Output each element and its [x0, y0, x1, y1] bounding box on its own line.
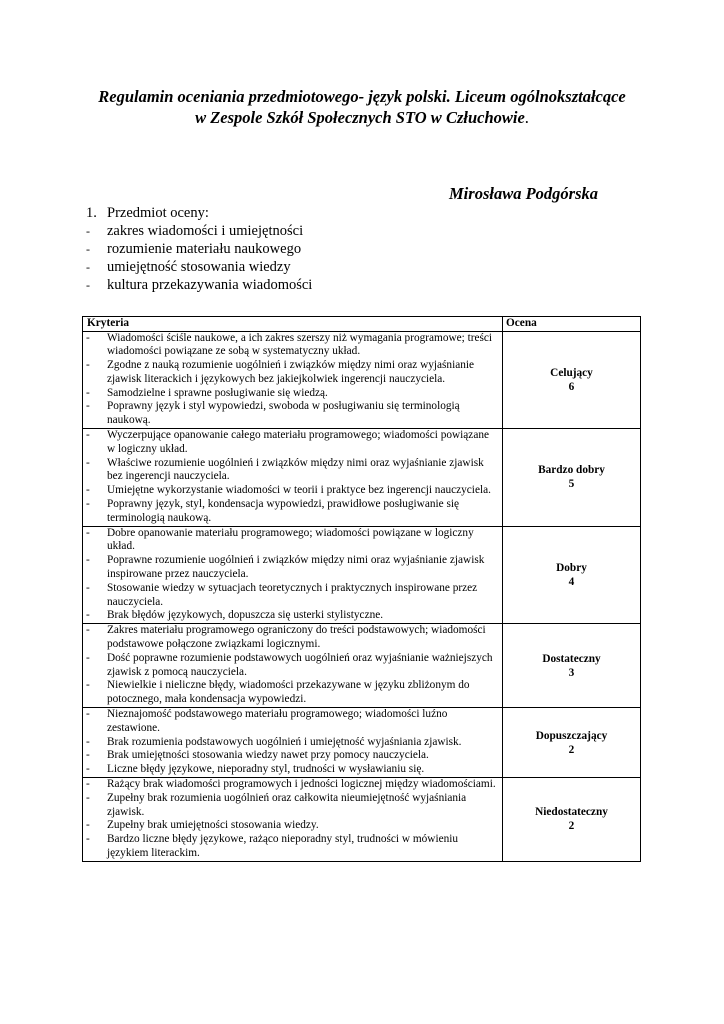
subject-item	[86, 276, 312, 294]
criteria-item-text: Brak błędów językowych, dopuszcza się usterki stylistyczne.	[107, 609, 384, 622]
bullet-dash: -	[86, 386, 90, 399]
bullet-dash: -	[86, 609, 90, 622]
criteria-item	[86, 582, 498, 610]
table-row	[83, 331, 641, 429]
grade-name: Dostateczny	[542, 652, 601, 665]
subject-item-text: kultura przekazywania wiadomości	[107, 277, 313, 293]
criteria-item-text: Stosowanie wiedzy w sytuacjach teoretycznych i praktycznych inspirowane przez nauczyciela.	[107, 581, 478, 608]
grade-name: Bardzo dobry	[538, 464, 605, 477]
subject-heading	[86, 204, 312, 222]
criteria-cell	[83, 331, 503, 429]
table-row	[83, 778, 641, 862]
grade-column-header: Ocena	[503, 317, 641, 332]
criteria-item	[86, 457, 498, 485]
criteria-item	[86, 332, 498, 360]
bullet-dash: -	[86, 429, 90, 442]
bullet-dash: -	[86, 456, 90, 469]
table-row	[83, 526, 641, 624]
bullet-dash: -	[86, 224, 90, 238]
subject-item-text: zakres wiadomości i umiejętności	[107, 223, 304, 239]
grade-cell	[503, 526, 641, 624]
table-row	[83, 624, 641, 708]
bullet-dash: -	[86, 735, 90, 748]
subject-number: 1.	[86, 205, 97, 221]
table-header-row	[83, 317, 641, 332]
bullet-dash: -	[86, 554, 90, 567]
subject-heading-text: Przedmiot oceny:	[107, 205, 209, 221]
criteria-item	[86, 792, 498, 820]
criteria-list	[86, 708, 498, 777]
grade-value: 5	[568, 478, 575, 491]
bullet-dash: -	[86, 484, 90, 497]
criteria-item-text: Poprawny język i styl wypowiedzi, swoboda w posługiwaniu się terminologią naukową.	[107, 400, 460, 427]
bullet-dash: -	[86, 708, 90, 721]
criteria-item	[86, 778, 498, 792]
grade-value: 3	[568, 666, 575, 679]
criteria-item	[86, 708, 498, 736]
criteria-list	[86, 332, 498, 429]
criteria-item	[86, 652, 498, 680]
grading-table	[82, 316, 641, 862]
criteria-item	[86, 498, 498, 526]
subject-item-text: umiejętność stosowania wiedzy	[107, 259, 291, 275]
table-body	[83, 331, 641, 861]
bullet-dash: -	[86, 833, 90, 846]
criteria-cell	[83, 429, 503, 527]
criteria-item-text: Umiejętne wykorzystanie wiadomości w teorii i praktyce bez ingerencji nauczyciela.	[107, 484, 491, 497]
criteria-item	[86, 736, 498, 750]
grade-cell	[503, 429, 641, 527]
author-name: Mirosława Podgórska	[449, 184, 598, 203]
title-line-2	[40, 107, 684, 128]
criteria-item-text: Zakres materiału programowego ograniczony do treści podstawowych; wiadomości podstawowe połączone związkami logicznymi.	[107, 624, 486, 651]
bullet-dash: -	[86, 819, 90, 832]
criteria-cell	[83, 526, 503, 624]
criteria-cell	[83, 778, 503, 862]
criteria-item-text: Brak rozumienia podstawowych uogólnień i umiejętność wyjaśniania zjawisk.	[107, 735, 462, 748]
criteria-item-text: Poprawny język, styl, kondensacja wypowiedzi, prawidłowe posługiwanie się terminologią naukową.	[107, 498, 460, 524]
criteria-item-text: Poprawne rozumienie uogólnień i związków między nimi oraz wyjaśnianie zjawisk inspirowane przez nauczyciela.	[107, 554, 485, 581]
bullet-dash: -	[86, 763, 90, 776]
grade-name: Dopuszczający	[535, 729, 608, 742]
criteria-item	[86, 359, 498, 387]
criteria-item	[86, 833, 498, 861]
criteria-item	[86, 819, 498, 833]
criteria-item	[86, 763, 498, 777]
criteria-list	[86, 624, 498, 707]
grade-name: Celujący	[550, 366, 593, 379]
bullet-dash: -	[86, 581, 90, 594]
bullet-dash: -	[86, 624, 90, 637]
criteria-item	[86, 679, 498, 707]
criteria-item	[86, 387, 498, 401]
bullet-dash: -	[86, 359, 90, 372]
bullet-dash: -	[86, 778, 90, 790]
subject-list	[86, 204, 312, 294]
grade-value: 6	[568, 380, 575, 393]
bullet-dash: -	[86, 400, 90, 413]
bullet-dash: -	[86, 331, 90, 344]
grade-cell	[503, 331, 641, 429]
grade-name: Dobry	[556, 561, 587, 574]
subject-item	[86, 258, 312, 276]
grade-name: Niedostateczny	[535, 806, 608, 819]
criteria-item	[86, 484, 498, 498]
criteria-cell	[83, 624, 503, 708]
bullet-dash: -	[86, 242, 90, 256]
criteria-item-text: Brak umiejętności stosowania wiedzy nawet przy pomocy nauczyciela.	[107, 749, 429, 762]
criteria-item-text: Dość poprawne rozumienie podstawowych uogólnień oraz wyjaśnianie ważniejszych zjawisk z pomocą nauczyciela.	[107, 651, 493, 678]
subject-item	[86, 240, 312, 258]
grade-value: 2	[568, 820, 575, 833]
criteria-item	[86, 554, 498, 582]
criteria-item	[86, 527, 498, 555]
criteria-item-text: Dobre opanowanie materiału programowego; wiadomości powiązane w logiczny układ.	[107, 526, 474, 553]
criteria-item-text: Zgodne z nauką rozumienie uogólnień i związków między nimi oraz wyjaśnianie zjawisk literackich i językowych bez jakiejkolwiek ingerencji nauczyciela.	[107, 359, 475, 385]
table-row	[83, 429, 641, 527]
table-row	[83, 708, 641, 778]
criteria-item-text: Bardzo liczne błędy językowe, rażąco nieporadny styl, trudności w mówieniu językiem literackim.	[107, 833, 459, 859]
criteria-item	[86, 400, 498, 428]
criteria-column-header: Kryteria	[83, 317, 503, 332]
grade-cell	[503, 708, 641, 778]
grade-value: 2	[568, 743, 575, 756]
bullet-dash: -	[86, 749, 90, 762]
grade-cell	[503, 624, 641, 708]
subject-item	[86, 222, 312, 240]
bullet-dash: -	[86, 791, 90, 804]
criteria-cell	[83, 708, 503, 778]
criteria-item-text: Właściwe rozumienie uogólnień i związków między nimi oraz wyjaśnianie zjawisk bez ingerencji nauczyciela.	[107, 456, 484, 483]
criteria-item	[86, 609, 498, 623]
bullet-dash: -	[86, 498, 90, 511]
title-line-1: Regulamin oceniania przedmiotowego- język polski. Liceum ogólnokształcące	[98, 87, 626, 106]
document-title	[40, 86, 684, 128]
subject-item-text: rozumienie materiału naukowego	[107, 241, 302, 257]
criteria-item-text: Zupełny brak rozumienia uogólnień oraz całkowita nieumiejętność wyjaśniania zjawisk.	[107, 791, 467, 818]
title-line-2-text: w Zespole Szkół Społecznych STO w Człuchowie	[195, 108, 525, 127]
grade-value: 4	[568, 575, 575, 588]
criteria-item	[86, 429, 498, 457]
bullet-dash: -	[86, 651, 90, 664]
bullet-dash: -	[86, 526, 90, 539]
criteria-item-text: Liczne błędy językowe, nieporadny styl, trudności w wysławianiu się.	[107, 763, 425, 776]
criteria-item	[86, 749, 498, 763]
criteria-item-text: Zupełny brak umiejętności stosowania wiedzy.	[107, 819, 319, 832]
criteria-item-text: Niewielkie i nieliczne błędy, wiadomości przekazywane w języku zbliżonym do potocznego, mała kondensacja wypowiedzi.	[107, 679, 470, 706]
criteria-list	[86, 527, 498, 624]
criteria-list	[86, 429, 498, 526]
grade-cell	[503, 778, 641, 862]
criteria-item-text: Samodzielne i sprawne posługiwanie się wiedzą.	[107, 386, 328, 399]
criteria-item-text: Nieznajomość podstawowego materiału programowego; wiadomości luźno zestawione.	[107, 708, 448, 734]
bullet-dash: -	[86, 260, 90, 274]
criteria-item-text: Rażący brak wiadomości programowych i jedności logicznej między wiadomościami.	[107, 778, 496, 790]
bullet-dash: -	[86, 278, 90, 292]
title-line-2-period: .	[524, 108, 529, 127]
criteria-item-text: Wyczerpujące opanowanie całego materiału programowego; wiadomości powiązane w logiczny układ.	[107, 429, 489, 455]
criteria-item-text: Wiadomości ściśle naukowe, a ich zakres szerszy niż wymagania programowe; treści wiadomości powiązane ze sobą w systematyczny układ.	[107, 331, 493, 358]
criteria-item	[86, 624, 498, 652]
criteria-list	[86, 778, 498, 861]
bullet-dash: -	[86, 679, 90, 692]
